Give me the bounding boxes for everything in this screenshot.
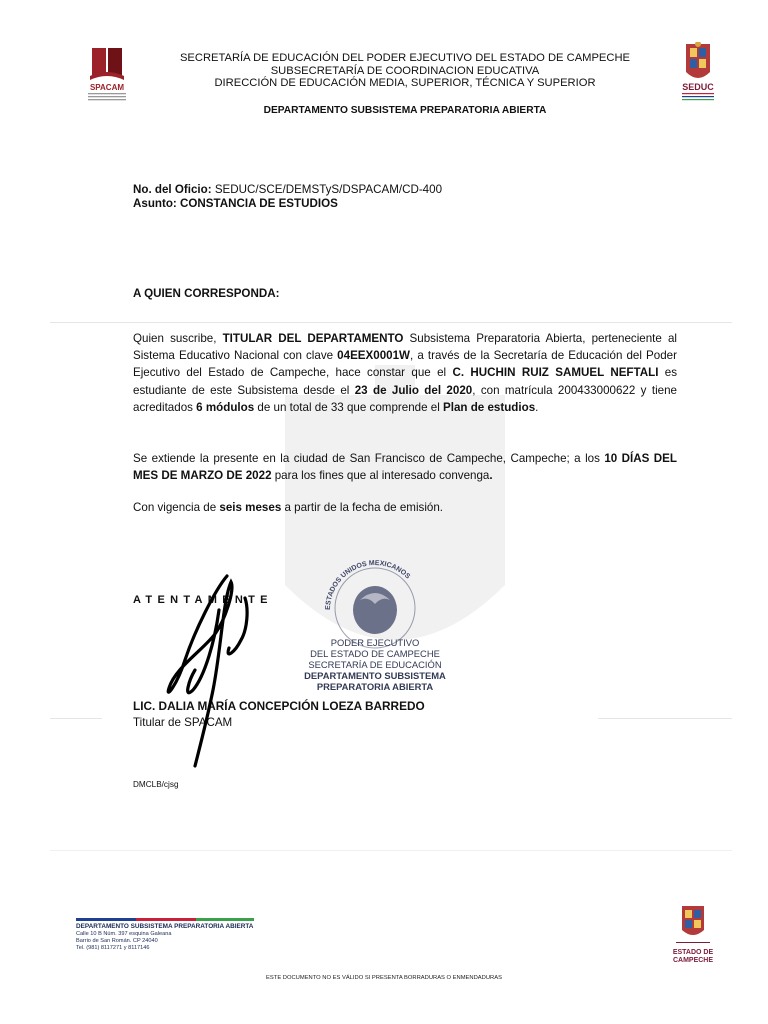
issue-date: 10 DÍAS DEL MES DE MARZO DE 2022 [133, 452, 677, 483]
header-line-3: DIRECCIÓN DE EDUCACIÓN MEDIA, SUPERIOR, TÉCNICA Y SUPERIOR [214, 77, 596, 89]
header-line-1: SECRETARÍA DE EDUCACIÓN DEL PODER EJECUTIVO DEL ESTADO DE CAMPECHE [179, 52, 631, 64]
asunto-label: Asunto: [133, 197, 177, 210]
stamp-line-5: PREPARATORIA ABIERTA [316, 681, 434, 692]
spacam-logo-text: SPACAM [89, 83, 125, 92]
signer-role: Titular de SPACAM [133, 716, 233, 729]
footer-address-2: Barrio de San Román. CP 24040 [76, 938, 158, 944]
closing: ATENTAMENTE [133, 594, 273, 606]
modules-count: 6 módulos [196, 400, 255, 414]
footer-color-bar [76, 918, 254, 921]
validity-note: ESTE DOCUMENTO NO ES VÁLIDO SI PRESENTA BORRADURAS O ENMENDADURAS [266, 975, 502, 981]
salutation: A QUIEN CORRESPONDA: [133, 287, 280, 300]
stamp-line-3: SECRETARÍA DE EDUCACIÓN [308, 659, 442, 670]
asunto-value: CONSTANCIA DE ESTUDIOS [180, 197, 338, 210]
paragraph-1: Quien suscribe, TITULAR DEL DEPARTAMENTO Subsistema Preparatoria Abierta, perteneciente al Sistema Educativo Nacional con clave 04EEX0001W, a través de la Secretaría de Educación del Poder Ejecutivo del Estado de Campeche, hace constar que el C. HUCHIN RUIZ SAMUEL NEFTALI es estudiante de este Subsistema desde el 23 de Julio del 2020, con matrícula 200433000622 y tiene acreditados 6 módulos de un total de 33 que comprende el Plan de estudios. [133, 332, 678, 414]
start-date: 23 de Julio del 2020 [354, 383, 473, 397]
estado-campeche-logo-icon [672, 904, 714, 966]
stamp-line-4: DEPARTAMENTO SUBSISTEMA [304, 670, 446, 681]
initials: DMCLB/cjsg [133, 780, 179, 789]
validity-period: seis meses [219, 501, 282, 514]
stamp-line-1: PODER EJECUTIVO [330, 637, 420, 648]
spacam-logo [82, 46, 132, 104]
footer-logo-caption-1: ESTADO DE [672, 949, 714, 956]
handwritten-signature-icon [155, 570, 265, 770]
paragraph-2: Se extiende la presente en la ciudad de San Francisco de Campeche, Campeche; a los 10 DÍAS DEL MES DE MARZO DE 2022 para los fines que al interesado convenga. [133, 452, 677, 483]
fold-line [50, 322, 732, 323]
footer-logo-caption-2: CAMPECHE [672, 957, 714, 964]
paragraph-3: Con vigencia de seis meses a partir de la fecha de emisión. [133, 501, 444, 514]
seduc-logo-text: SEDUC [682, 82, 714, 92]
department-title: DEPARTAMENTO SUBSISTEMA PREPARATORIA ABIERTA [263, 105, 547, 116]
campeche-coat-of-arms-icon [678, 42, 718, 104]
fold-mark-left [50, 718, 102, 719]
seal-ring-text: ESTADOS UNIDOS MEXICANOS [324, 559, 412, 611]
asunto [133, 197, 338, 211]
footer-address-1: Calle 10 B Núm. 397 esquina Galeana [76, 931, 172, 937]
fold-line-bottom [50, 850, 732, 851]
oficio-number [133, 183, 442, 197]
signer-name: LIC. DALIA MARÍA CONCEPCIÓN LOEZA BARREDO [133, 699, 425, 713]
oficio-label: No. del Oficio: [133, 183, 212, 196]
footer-department: DEPARTAMENTO SUBSISTEMA PREPARATORIA ABIERTA [76, 923, 254, 930]
oficio-value: SEDUC/SCE/DEMSTyS/DSPACAM/CD-400 [214, 183, 443, 196]
header-line-2: SUBSECRETARÍA DE COORDINACION EDUCATIVA [270, 65, 540, 77]
footer-phone: Tel. (981) 8117271 y 8117146 [76, 945, 150, 951]
student-name: C. HUCHIN RUIZ SAMUEL NEFTALI [452, 366, 659, 380]
stamp-line-2: DEL ESTADO DE CAMPECHE [310, 648, 440, 659]
fold-mark-right [598, 718, 732, 719]
